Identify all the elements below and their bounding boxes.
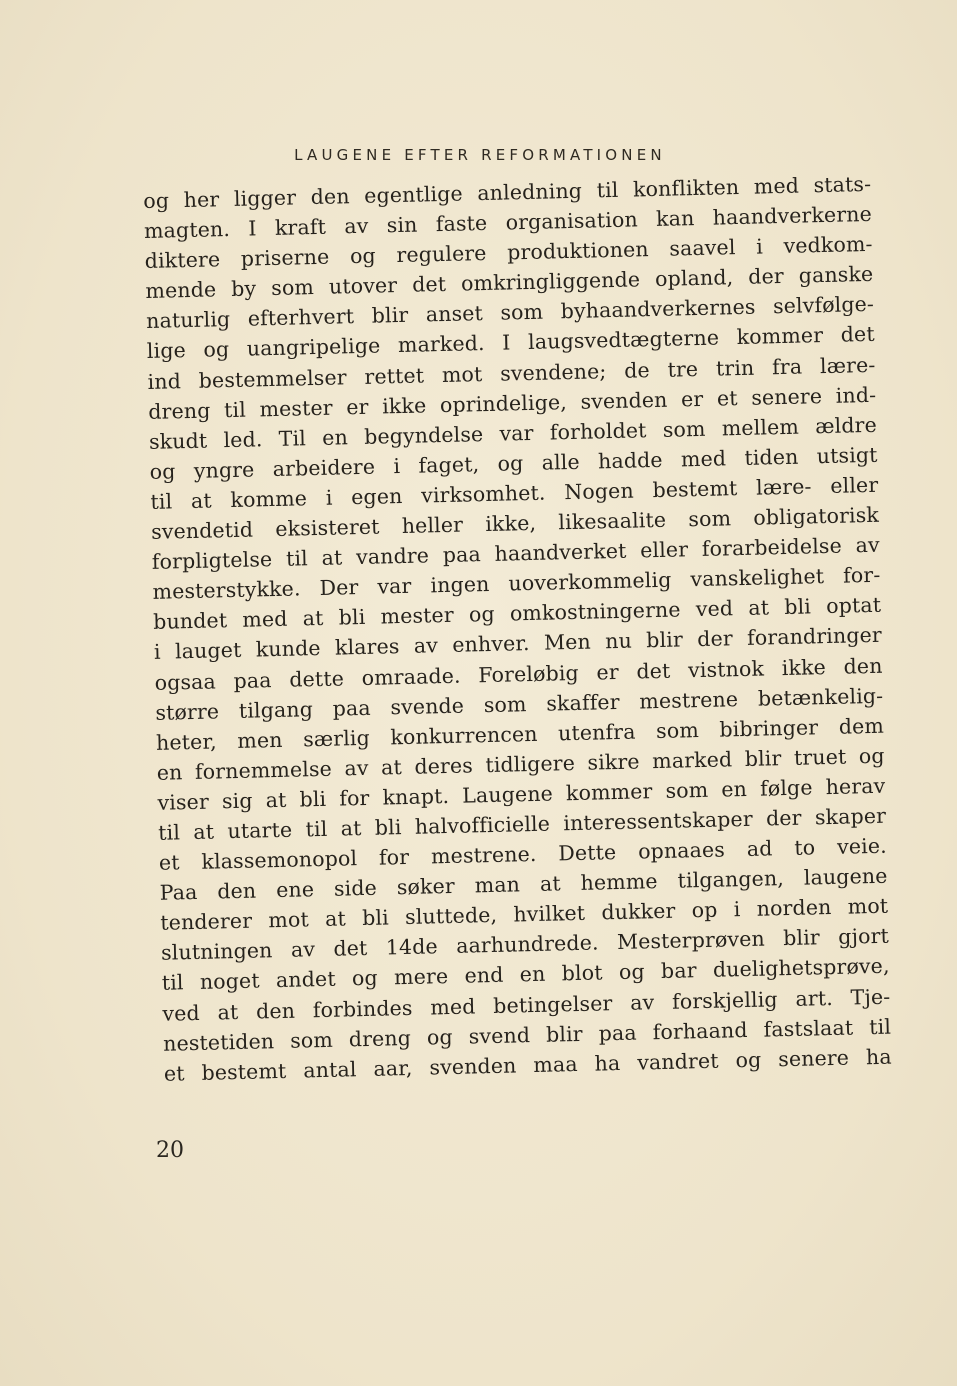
- text-line: en fornemmelse av at deres tidligere sikre marked blir truet og: [156, 743, 885, 785]
- text-line: bundet med at bli mester og omkostningerne ved at bli optat: [152, 593, 882, 635]
- text-line: magten. I kraft av sin faste organisation kan haandverkerne: [143, 201, 873, 244]
- text-line: i lauget kunde klares av enhver. Men nu blir der forandringer: [153, 623, 883, 665]
- text-line: diktere priserne og regulere produktionen saavel i vedkom-: [144, 232, 873, 274]
- text-line: til at utarte til at bli halvofficielle interessentskaper der skaper: [157, 803, 887, 845]
- text-line: forpligtelse til at vandre paa haandverket eller forarbeidelse av: [151, 532, 880, 575]
- text-line: ogsaa paa dette omraade. Foreløbig er det vistnok ikke den: [154, 653, 883, 695]
- text-line: slutningen av det 14de aarhundrede. Mesterprøven blir gjort: [160, 923, 890, 966]
- text-line: skudt led. Til en begyndelse var forholdet som mellem ældre: [148, 412, 878, 454]
- text-line: ind bestemmelser rettet mot svendene; de tre trin fra lære-: [147, 352, 876, 394]
- text-line: større tilgang paa svende som skaffer mestrene betænkelig-: [155, 683, 884, 725]
- running-head: LAUGENE EFTER REFORMATIONEN: [294, 146, 666, 164]
- text-line: heter, men særlig konkurrencen utenfra som bibringer dem: [155, 713, 885, 755]
- text-line: svendetid eksisteret heller ikke, likesaalite som obligatorisk: [150, 502, 880, 544]
- text-line: og her ligger den egentlige anledning til konflikten med stats-: [143, 171, 872, 213]
- text-line: til noget andet og mere end en blot og bar duelighetsprøve,: [161, 954, 890, 996]
- text-line: viser sig at bli for knapt. Laugene kommer som en følge herav: [157, 773, 886, 815]
- text-line: naturlig efterhvert blir anset som byhaandverkernes selvfølge-: [145, 292, 875, 334]
- text-line: tenderer mot at bli sluttede, hvilket dukker op i norden mot: [160, 893, 889, 936]
- text-line: et klassemonopol for mestrene. Dette opnaaes ad to veie.: [158, 833, 888, 875]
- text-line: mende by som utover det omkringliggende opland, der ganske: [145, 262, 874, 304]
- text-line: og yngre arbeidere i faget, og alle hadde med tiden utsigt: [149, 442, 878, 484]
- body-text: [143, 169, 892, 1089]
- text-line: et bestemt antal aar, svenden maa ha vandret og senere ha: [163, 1044, 892, 1086]
- text-line: Paa den ene side søker man at hemme tilgangen, laugene: [159, 863, 888, 905]
- text-line: lige og uangripelige marked. I laugsvedtægterne kommer det: [146, 322, 875, 364]
- text-line: dreng til mester er ikke oprindelige, svenden er et senere ind-: [148, 382, 877, 424]
- text-line: mesterstykke. Der var ingen uoverkommelig vanskelighet for-: [152, 562, 881, 605]
- text-line: ved at den forbindes med betingelser av forskjellig art. Tje-: [162, 984, 891, 1026]
- text-line: til at komme i egen virksomhet. Nogen bestemt lære- eller: [150, 472, 879, 514]
- page-number: 20: [156, 1138, 184, 1163]
- text-line: nestetiden som dreng og svend blir paa forhaand fastslaat til: [162, 1014, 892, 1056]
